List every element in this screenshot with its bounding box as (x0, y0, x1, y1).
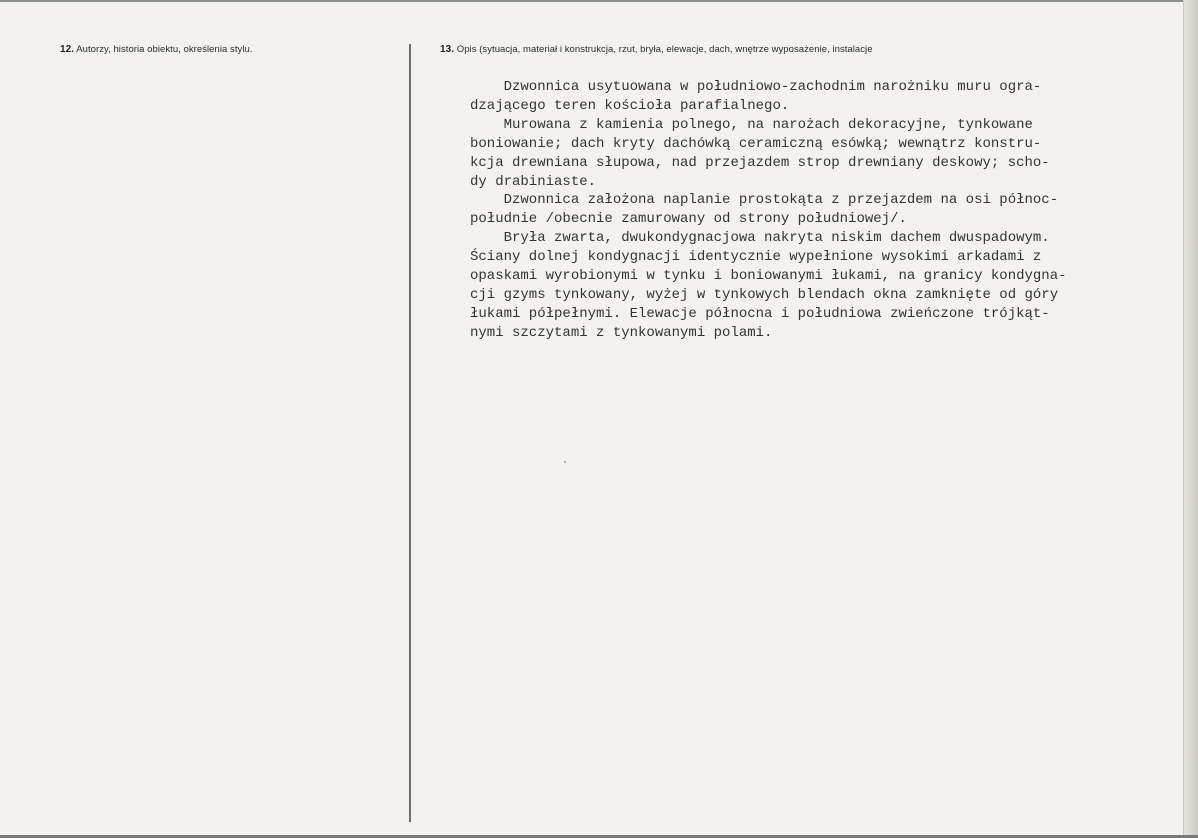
field-13-header (440, 44, 873, 55)
column-divider (409, 44, 411, 822)
field-12-header (60, 44, 253, 55)
description-line: południe /obecnie zamurowany od strony południowej/. (470, 211, 907, 228)
field-12-number: 12. (60, 44, 75, 55)
paper-speck (564, 461, 566, 463)
description-line: dzającego teren kościoła parafialnego. (470, 97, 790, 114)
description-line: Ściany dolnej kondygnacji identycznie wypełnione wysokimi arkadami z (470, 249, 1042, 266)
description-text (470, 78, 1067, 343)
field-12-title: Autorzy, historia obiektu, określenia stylu. (76, 44, 253, 55)
field-13-number: 13. (440, 44, 455, 55)
field-13-title: Opis (sytuacja, materiał i konstrukcja, rzut, bryła, elewacje, dach, wnętrze wyposażenie, instalacje (456, 44, 873, 55)
description-line: łukami półpełnymi. Elewacje północna i południowa zwieńczone trójkąt- (470, 305, 1050, 322)
description-line: boniowanie; dach kryty dachówką ceramiczną esówką; wewnątrz konstru- (470, 135, 1042, 152)
right-edge (1184, 0, 1198, 838)
description-line: Bryła zwarta, dwukondygnacjowa nakryta niskim dachem dwuspadowym. (470, 230, 1050, 247)
top-edge (0, 0, 1198, 2)
description-line: kcja drewniana słupowa, nad przejazdem strop drewniany deskowy; scho- (470, 154, 1050, 171)
description-line: cji gzyms tynkowany, wyżej w tynkowych blendach okna zamknięte od góry (470, 286, 1059, 303)
description-line: Dzwonnica założona naplanie prostokąta z przejazdem na osi północ- (470, 192, 1059, 209)
description-line: Murowana z kamienia polnego, na narożach dekoracyjne, tynkowane (470, 116, 1033, 133)
description-line: dy drabiniaste. (470, 173, 597, 190)
description-line: nymi szczytami z tynkowanymi polami. (470, 324, 773, 341)
description-line: opaskami wyrobionymi w tynku i boniowanymi łukami, na granicy kondygna- (470, 268, 1067, 285)
description-line: Dzwonnica usytuowana w południowo-zachodnim narożniku muru ogra- (470, 79, 1042, 95)
